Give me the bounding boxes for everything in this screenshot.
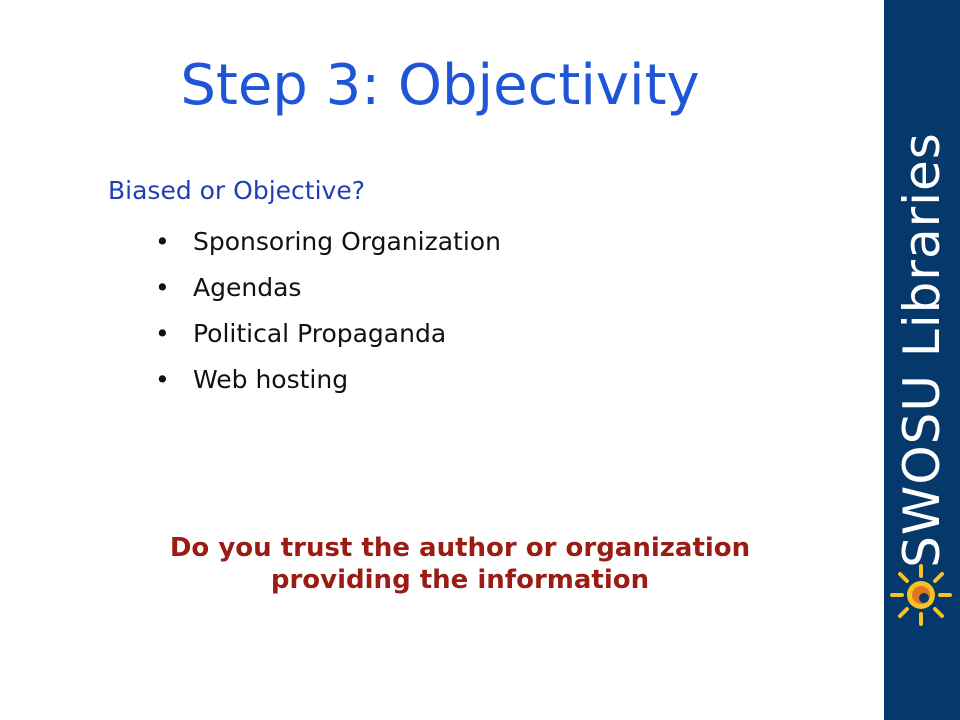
- bullet-text: Political Propaganda: [193, 319, 447, 348]
- bullet-text: Agendas: [193, 273, 302, 302]
- bullet-text: Web hosting: [193, 365, 349, 394]
- sun-icon: [888, 562, 954, 628]
- bullet-item: [155, 360, 501, 406]
- bullet-list: [155, 222, 501, 406]
- bullet-icon: •: [155, 227, 170, 256]
- question-line-2: providing the information: [270, 565, 650, 595]
- bullet-item: [155, 314, 501, 360]
- bullet-item: [155, 268, 501, 314]
- logo-text: SWOSU Libraries: [893, 132, 951, 568]
- bullet-icon: •: [155, 273, 170, 302]
- bullet-icon: •: [155, 319, 170, 348]
- slide-title: Step 3: Objectivity: [180, 53, 700, 118]
- slide-subtitle: Biased or Objective?: [108, 176, 365, 205]
- bullet-icon: •: [155, 365, 170, 394]
- bullet-text: Sponsoring Organization: [193, 227, 501, 256]
- bullet-item: [155, 222, 501, 268]
- question-text: [60, 532, 860, 596]
- question-line-1: Do you trust the author or organization: [169, 533, 751, 563]
